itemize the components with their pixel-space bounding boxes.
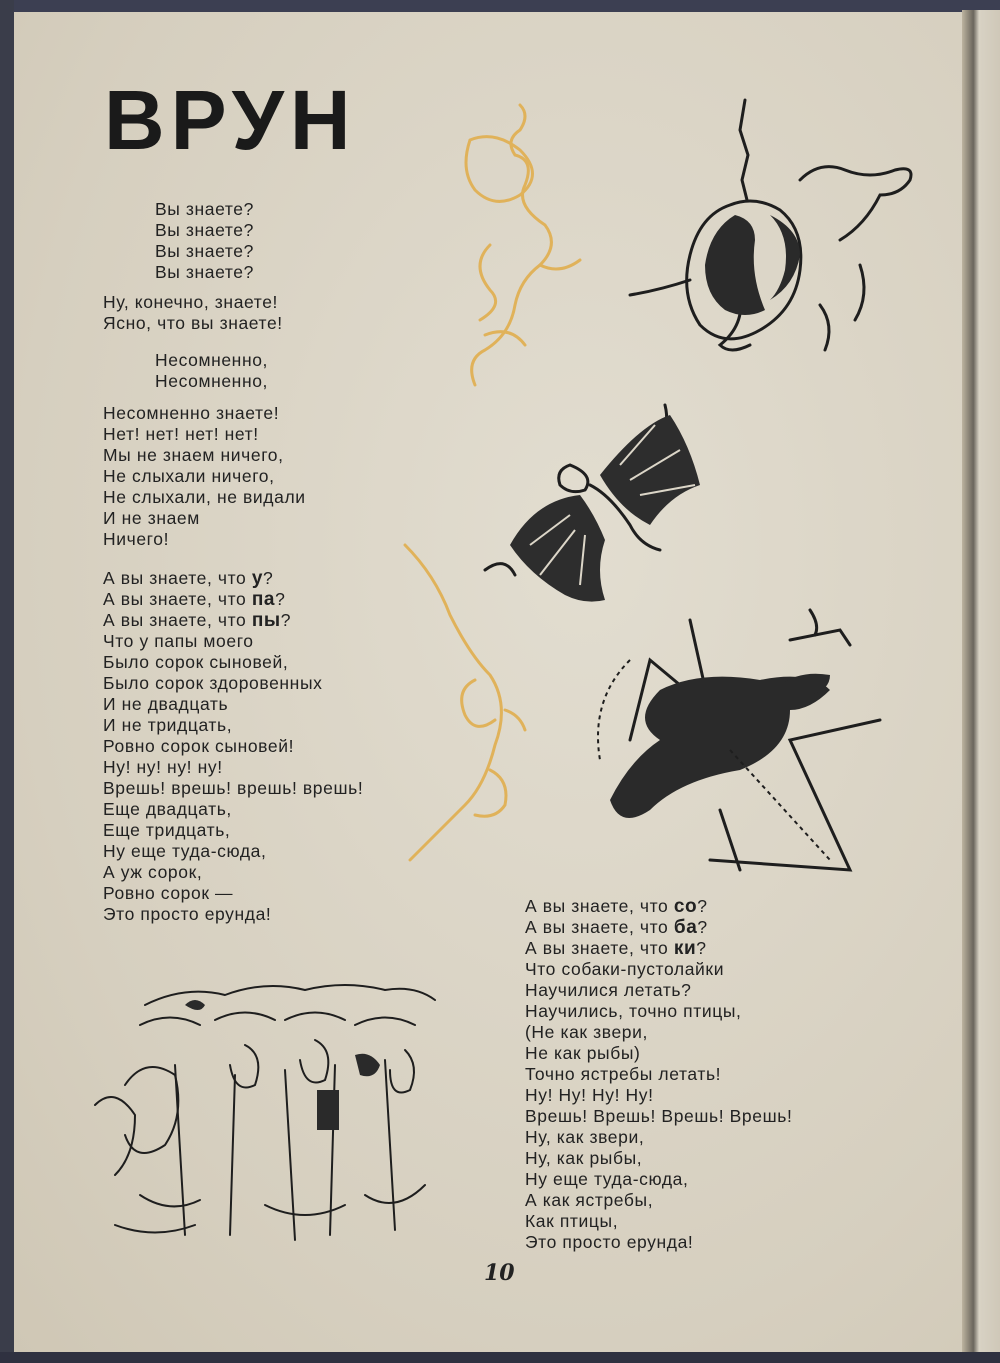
verse-line: Еще двадцать, (103, 799, 232, 819)
page-number: 10 (484, 1260, 515, 1286)
verse-line: А уж сорок, (103, 862, 203, 882)
stanza-3 (155, 350, 268, 392)
verse-line: Было сорок здоровенных (103, 673, 323, 693)
verse-line: Не слыхали ничего, (103, 466, 275, 486)
verse-line: Научилися летать? (525, 980, 692, 1000)
verse-line: Как птицы, (525, 1211, 619, 1231)
verse-line: Ну! Ну! Ну! Ну! (525, 1085, 654, 1105)
verse-line: И не двадцать (103, 694, 229, 714)
verse-line-question (103, 589, 363, 610)
verse-line: Вы знаете? (155, 220, 254, 240)
question-prefix: А вы знаете, что (525, 938, 674, 958)
verse-line: Было сорок сыновей, (103, 652, 289, 672)
verse-line: Ну, как звери, (525, 1127, 645, 1147)
question-prefix: А вы знаете, что (103, 589, 252, 609)
verse-line: И не тридцать, (103, 715, 233, 735)
verse-line: Еще тридцать, (103, 820, 231, 840)
verse-line: Ничего! (103, 529, 170, 549)
question-prefix: А вы знаете, что (525, 896, 674, 916)
verse-line: Ну еще туда-сюда, (525, 1169, 689, 1189)
question-suffix: ? (697, 917, 708, 937)
verse-line: Ну еще туда-сюда, (103, 841, 267, 861)
question-syllable: со (673, 896, 698, 917)
verse-line-question (525, 896, 792, 917)
question-suffix: ? (280, 610, 292, 630)
verse-line: Ну! ну! ну! ну! (103, 757, 223, 777)
verse-line: Ну, конечно, знаете! (103, 292, 278, 312)
verse-line: Точно ястребы летать! (525, 1064, 722, 1084)
stanza-6 (525, 896, 792, 1253)
verse-line-question (103, 568, 363, 589)
book-spine-edge (962, 10, 1000, 1363)
verse-line: Врешь! Врешь! Врешь! Врешь! (525, 1106, 793, 1126)
verse-line: Вы знаете? (155, 199, 254, 219)
verse-line: Вы знаете? (155, 262, 254, 282)
verse-line: Не как рыбы) (525, 1043, 641, 1063)
verse-line: Ясно, что вы знаете! (103, 313, 283, 333)
flying-dog-illustration (630, 95, 920, 365)
verse-line-question (525, 917, 792, 938)
verse-line: Несомненно, (155, 371, 269, 391)
verse-line: Нет! нет! нет! нет! (103, 424, 259, 444)
verse-line: Ровно сорок — (103, 883, 234, 903)
ochre-sketch-creature-top (430, 95, 600, 395)
question-syllable: пы (251, 610, 281, 631)
verse-line-question (103, 610, 363, 631)
bat-dog-illustration (480, 395, 720, 615)
verse-line: Это просто ерунда! (103, 904, 272, 924)
question-prefix: А вы знаете, что (103, 610, 252, 630)
verse-line: Мы не знаем ничего, (103, 445, 284, 465)
verse-line: (Не как звери, (525, 1022, 648, 1042)
verse-line: Несомненно, (155, 350, 269, 370)
verse-line: Несомненно знаете! (103, 403, 280, 423)
question-suffix: ? (275, 589, 286, 609)
verse-line: Научились, точно птицы, (525, 1001, 742, 1021)
verse-line: Вы знаете? (155, 241, 254, 261)
verse-line-question (525, 938, 792, 959)
verse-line: Ровно сорок сыновей! (103, 736, 295, 756)
question-syllable: ба (673, 917, 698, 938)
verse-line: И не знаем (103, 508, 200, 528)
verse-line: Это просто ерунда! (525, 1232, 694, 1252)
verse-line: А как ястребы, (525, 1190, 654, 1210)
stanza-2 (103, 292, 283, 334)
verse-line: Что собаки-пустолайки (525, 959, 725, 979)
scan-left-border (0, 0, 14, 1363)
question-suffix: ? (696, 938, 707, 958)
question-syllable: ки (673, 938, 697, 959)
verse-line: Не слыхали, не видали (103, 487, 306, 507)
verse-line: Ну, как рыбы, (525, 1148, 643, 1168)
question-suffix: ? (697, 896, 708, 916)
stanza-1 (155, 199, 254, 283)
question-syllable: у (251, 568, 264, 589)
stanza-5 (103, 568, 363, 925)
verse-line: Что у папы моего (103, 631, 254, 651)
verse-line: Врешь! врешь! врешь! врешь! (103, 778, 364, 798)
crowd-illustration (85, 965, 455, 1255)
scan-bottom-border (0, 1352, 1000, 1363)
umbrella-dog-illustration (570, 600, 910, 890)
question-suffix: ? (263, 568, 274, 588)
question-prefix: А вы знаете, что (103, 568, 252, 588)
poem-title: ВРУН (104, 73, 357, 167)
stanza-4 (103, 403, 306, 550)
question-syllable: па (251, 589, 276, 610)
question-prefix: А вы знаете, что (525, 917, 674, 937)
